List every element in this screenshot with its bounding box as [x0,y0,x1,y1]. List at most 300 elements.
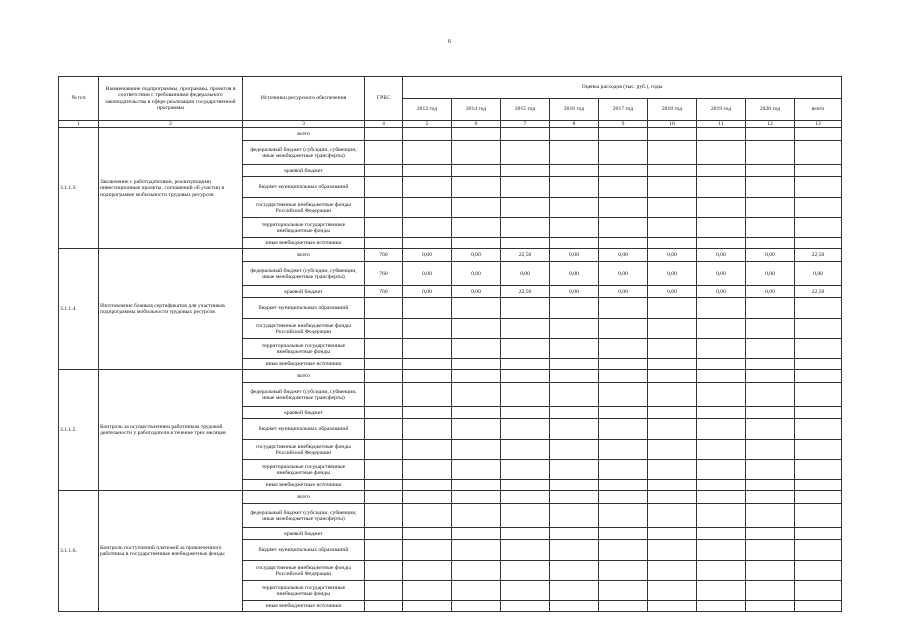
expense-value: 0,00 [697,262,746,286]
expense-value: 0,00 [795,262,842,286]
expense-value [795,383,842,407]
expense-value [599,359,648,370]
expense-value [697,238,746,249]
expense-value [599,238,648,249]
funding-source: иные внебюджетные источники [243,480,365,491]
grbs-code [365,383,403,407]
grbs-code [365,370,403,383]
grbs-code [365,581,403,601]
grbs-code [365,218,403,238]
expense-value [648,440,697,460]
expense-value [648,218,697,238]
expense-value [795,218,842,238]
expense-value [648,540,697,561]
expense-value [697,407,746,419]
expense-value [648,165,697,177]
expense-value [795,359,842,370]
header-year: 2019 год [697,99,746,121]
item-number: 3.1.1.6. [59,491,99,612]
table-row [59,370,842,383]
header-name: Наименование подпрограммы, программы, проектов в соответствии с требованиями федерального законодательства в сфере реализации государственной программы [99,77,243,121]
budget-table [58,76,842,612]
expense-value [550,165,599,177]
grbs-code [365,165,403,177]
expense-value [648,141,697,165]
expense-value [452,165,501,177]
expense-value [550,460,599,480]
expense-value [452,540,501,561]
expense-value [599,198,648,218]
expense-value [746,480,795,491]
expense-value [599,540,648,561]
expense-value: 0,00 [452,249,501,262]
expense-value [795,601,842,612]
expense-value [501,359,550,370]
expense-value [648,238,697,249]
expense-value: 0,00 [452,262,501,286]
expense-value [746,460,795,480]
expense-value [452,601,501,612]
expense-value [550,339,599,359]
expense-value [550,561,599,581]
grbs-code [365,491,403,504]
expense-value [403,339,452,359]
column-number: 1 [59,121,99,128]
expense-value [550,238,599,249]
expense-value [403,480,452,491]
expense-value [550,177,599,198]
page-number: 6 [448,39,451,45]
expense-value [697,319,746,339]
header-grbs: ГРБС [365,77,403,121]
expense-value [648,319,697,339]
item-name: Контроль за осуществлением работником трудовой деятельности у работодателя в течение трех месяцев [99,370,243,491]
expense-value [599,561,648,581]
expense-value [501,218,550,238]
expense-value [452,298,501,319]
item-name: Контроль поступлений платежей за привлеченного работника в государственные внебюджетные фонды [99,491,243,612]
expense-value [452,128,501,141]
funding-source: государственные внебюджетные фонды Российской Федерации [243,319,365,339]
expense-value [501,504,550,528]
grbs-code [365,561,403,581]
expense-value [501,128,550,141]
expense-value [403,383,452,407]
funding-source: государственные внебюджетные фонды Российской Федерации [243,198,365,218]
expense-value [599,419,648,440]
grbs-code [365,504,403,528]
expense-value [403,319,452,339]
expense-value [452,407,501,419]
funding-source: бюджет муниципальных образований [243,177,365,198]
expense-value [403,128,452,141]
grbs-code [365,480,403,491]
expense-value [599,128,648,141]
expense-value [746,581,795,601]
expense-value [648,383,697,407]
column-number: 2 [99,121,243,128]
expense-value [403,238,452,249]
header-year: 2015 год [501,99,550,121]
expense-value [697,561,746,581]
expense-value [403,601,452,612]
column-number: 9 [599,121,648,128]
grbs-code [365,298,403,319]
expense-value [403,440,452,460]
grbs-code [365,419,403,440]
expense-value [795,198,842,218]
header-num: № п/п [59,77,99,121]
expense-value [795,177,842,198]
expense-value [795,165,842,177]
expense-value [452,460,501,480]
funding-source: краевой бюджет [243,165,365,177]
expense-value: 22,50 [795,286,842,298]
grbs-code [365,177,403,198]
expense-value [795,540,842,561]
expense-value [599,298,648,319]
expense-value [746,528,795,540]
expense-value [452,561,501,581]
table-row [59,249,842,262]
column-number: 11 [697,121,746,128]
expense-value: 0,00 [550,262,599,286]
item-number: 3.1.1.3. [59,128,99,249]
expense-value [452,419,501,440]
expense-value [452,528,501,540]
funding-source: территориальные государственные внебюджетные фонды [243,218,365,238]
expense-value [501,601,550,612]
expense-value [746,540,795,561]
expense-value [746,561,795,581]
expense-value [403,491,452,504]
table-row [59,128,842,141]
header-source: Источники ресурсного обеспечения [243,77,365,121]
expense-value: 0,00 [403,286,452,298]
grbs-code [365,198,403,218]
funding-source: федеральный бюджет (субсидии, субвенции, иные межбюджетные трансферты) [243,383,365,407]
expense-value [697,298,746,319]
expense-value [697,419,746,440]
grbs-code [365,319,403,339]
expense-value [697,528,746,540]
grbs-code [365,601,403,612]
expense-value [452,581,501,601]
expense-value [550,298,599,319]
header-year: 2017 год [599,99,648,121]
expense-value [795,504,842,528]
expense-value: 0,00 [746,286,795,298]
expense-value [550,504,599,528]
column-number: 12 [746,121,795,128]
expense-value [550,141,599,165]
expense-value [403,460,452,480]
expense-value [599,440,648,460]
header-year: 2014 год [452,99,501,121]
expense-value: 0,00 [746,262,795,286]
expense-value [403,298,452,319]
expense-value [501,419,550,440]
expense-value [501,370,550,383]
expense-value [599,141,648,165]
expense-value [795,561,842,581]
expense-value [746,238,795,249]
table-row [59,491,842,504]
expense-value [452,141,501,165]
expense-value [697,218,746,238]
funding-source: федеральный бюджет (субсидии, субвенции, иные межбюджетные трансферты) [243,141,365,165]
expense-value [501,238,550,249]
expense-value [550,581,599,601]
expense-value: 0,00 [648,249,697,262]
expense-value [697,504,746,528]
expense-value [697,540,746,561]
funding-source: краевой бюджет [243,528,365,540]
expense-value: 0,00 [697,249,746,262]
header-year: 2018 год [648,99,697,121]
expense-value [599,383,648,407]
expense-value [746,177,795,198]
expense-value [599,339,648,359]
expense-value [452,198,501,218]
expense-value [648,561,697,581]
funding-source: иные внебюджетные источники [243,359,365,370]
expense-value [452,440,501,460]
funding-source: бюджет муниципальных образований [243,540,365,561]
column-number: 5 [403,121,452,128]
expense-value [795,370,842,383]
expense-value [501,319,550,339]
expense-value [795,339,842,359]
expense-value [452,504,501,528]
expense-value: 0,00 [550,286,599,298]
expense-value [550,359,599,370]
expense-value [403,177,452,198]
expense-value [697,339,746,359]
expense-value [452,480,501,491]
expense-value [452,359,501,370]
expense-value [746,383,795,407]
expense-value [403,218,452,238]
expense-value [795,528,842,540]
expense-value [746,141,795,165]
expense-value [746,218,795,238]
expense-value [648,601,697,612]
funding-source: бюджет муниципальных образований [243,419,365,440]
item-number: 3.1.1.5. [59,370,99,491]
expense-value [403,528,452,540]
expense-value [550,440,599,460]
expense-value [795,141,842,165]
expense-value: 0,00 [550,249,599,262]
expense-value [501,141,550,165]
expense-value [648,198,697,218]
expense-value [648,339,697,359]
expense-value [403,141,452,165]
expense-value [501,460,550,480]
funding-source: государственные внебюджетные фонды Российской Федерации [243,440,365,460]
funding-source: краевой бюджет [243,286,365,298]
expense-value [648,491,697,504]
funding-source: федеральный бюджет (субсидии, субвенции, иные межбюджетные трансферты) [243,262,365,286]
expense-value [550,218,599,238]
header-year: 2016 год [550,99,599,121]
funding-source: иные внебюджетные источники [243,601,365,612]
funding-source: всего [243,370,365,383]
column-number: 10 [648,121,697,128]
expense-value [501,581,550,601]
expense-value [746,491,795,504]
header-year: всего [795,99,842,121]
expense-value [697,440,746,460]
funding-source: территориальные государственные внебюджетные фонды [243,581,365,601]
expense-value [697,581,746,601]
expense-value [501,491,550,504]
expense-value: 0,00 [501,262,550,286]
item-number: 3.1.1.4. [59,249,99,370]
expense-value [599,319,648,339]
expense-value [648,480,697,491]
expense-value [599,165,648,177]
column-number: 4 [365,121,403,128]
expense-value [599,491,648,504]
expense-value [550,480,599,491]
funding-source: территориальные государственные внебюджетные фонды [243,460,365,480]
funding-source: государственные внебюджетные фонды Российской Федерации [243,561,365,581]
expense-value: 22,50 [795,249,842,262]
expense-value [550,407,599,419]
grbs-code: 760 [365,249,403,262]
expense-value [452,319,501,339]
table-header [59,77,842,128]
expense-value [697,383,746,407]
expense-value [795,128,842,141]
expense-value [550,540,599,561]
funding-source: федеральный бюджет (субсидии, субвенции, иные межбюджетные трансферты) [243,504,365,528]
expense-value [550,370,599,383]
expense-value [697,128,746,141]
expense-value [550,528,599,540]
expense-value [697,370,746,383]
grbs-code: 760 [365,286,403,298]
expense-value [452,177,501,198]
grbs-code [365,359,403,370]
column-number: 13 [795,121,842,128]
expense-value [599,370,648,383]
header-estimate-group: Оценка расходов (тыс. руб.), годы [403,77,842,99]
column-numbers-row [59,121,842,128]
expense-value [697,491,746,504]
expense-value [550,128,599,141]
expense-value [648,298,697,319]
expense-value [452,339,501,359]
expense-value [795,407,842,419]
expense-value [746,504,795,528]
expense-value [697,198,746,218]
expense-value: 0,00 [648,286,697,298]
expense-value [403,540,452,561]
expense-value [403,198,452,218]
expense-value [501,165,550,177]
funding-source: всего [243,249,365,262]
expense-value [403,504,452,528]
expense-value [599,460,648,480]
expense-value [550,419,599,440]
expense-value [795,298,842,319]
expense-value [452,370,501,383]
grbs-code: 760 [365,262,403,286]
grbs-code [365,238,403,249]
expense-value [648,581,697,601]
expense-value [501,480,550,491]
expense-value: 0,00 [648,262,697,286]
header-year: 2020 год [746,99,795,121]
expense-value [599,218,648,238]
expense-value [501,298,550,319]
expense-value [746,198,795,218]
column-number: 6 [452,121,501,128]
expense-value [501,407,550,419]
expense-value [795,491,842,504]
expense-value [795,440,842,460]
grbs-code [365,460,403,480]
expense-value: 22,50 [501,286,550,298]
expense-value [746,440,795,460]
expense-value: 0,00 [599,249,648,262]
expense-value [746,128,795,141]
expense-value: 0,00 [599,262,648,286]
expense-value [501,540,550,561]
expense-value [746,370,795,383]
funding-source: всего [243,491,365,504]
expense-value [648,419,697,440]
expense-value [746,601,795,612]
expense-value [697,359,746,370]
expense-value [648,528,697,540]
expense-value [403,581,452,601]
funding-source: всего [243,128,365,141]
expense-value [648,177,697,198]
expense-value [697,141,746,165]
expense-value [648,504,697,528]
grbs-code [365,440,403,460]
grbs-code [365,141,403,165]
expense-value [697,165,746,177]
expense-value [501,528,550,540]
expense-value [746,339,795,359]
expense-value [501,198,550,218]
expense-value: 0,00 [452,286,501,298]
expense-value [648,370,697,383]
funding-source: территориальные государственные внебюджетные фонды [243,339,365,359]
header-year: 2013 год [403,99,452,121]
expense-value [550,319,599,339]
expense-value: 22,50 [501,249,550,262]
expense-value [697,480,746,491]
expense-value [599,177,648,198]
funding-source: краевой бюджет [243,407,365,419]
expense-value [501,440,550,460]
grbs-code [365,128,403,141]
expense-value [403,561,452,581]
expense-value [599,504,648,528]
expense-value [697,601,746,612]
expense-value [746,165,795,177]
expense-value [795,460,842,480]
expense-value [403,407,452,419]
expense-value [452,218,501,238]
expense-value [599,528,648,540]
